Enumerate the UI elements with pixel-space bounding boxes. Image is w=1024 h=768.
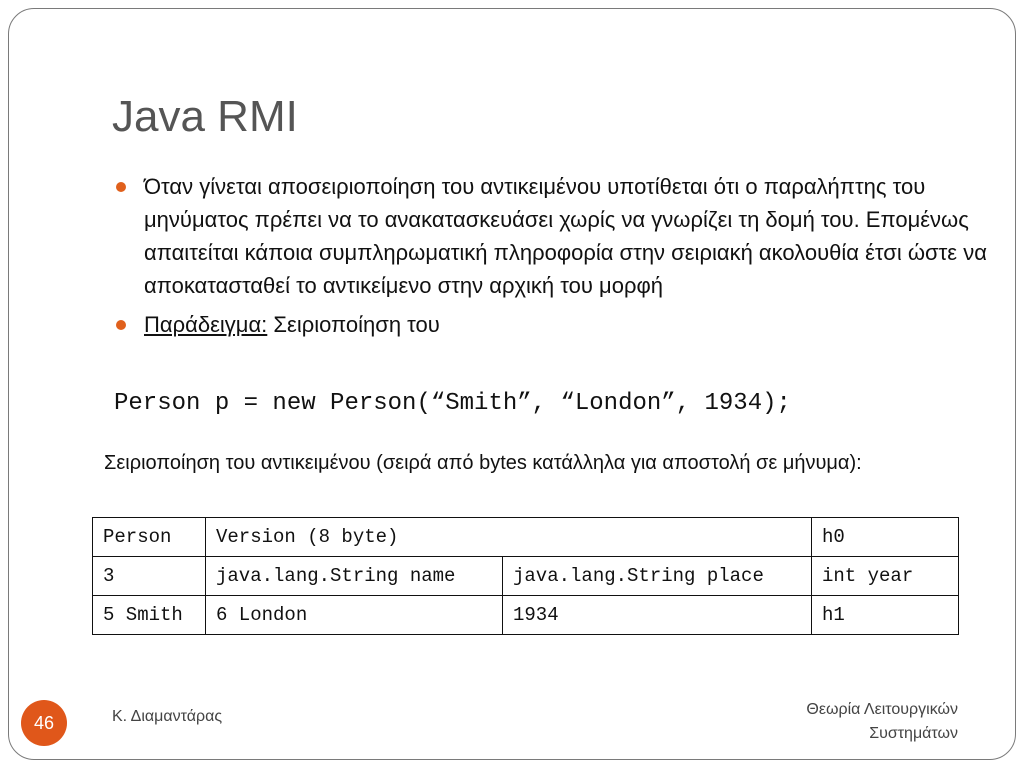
table-row bbox=[93, 596, 959, 635]
footer-course bbox=[806, 698, 958, 746]
page-number-badge: 46 bbox=[21, 700, 67, 746]
table-cell: 6 London bbox=[206, 596, 503, 635]
table-cell: int year bbox=[812, 557, 959, 596]
bullet-list bbox=[110, 170, 990, 347]
table-cell: 1934 bbox=[503, 596, 812, 635]
table-cell: Person bbox=[93, 518, 206, 557]
table-row bbox=[93, 557, 959, 596]
example-label: Παράδειγμα: bbox=[144, 312, 268, 337]
table-cell: java.lang.String place bbox=[503, 557, 812, 596]
footer-course-line2: Συστημάτων bbox=[869, 725, 958, 742]
bullet-dot-icon bbox=[116, 182, 126, 192]
footer-author: Κ. Διαμαντάρας bbox=[112, 708, 223, 725]
bullet-item-1 bbox=[110, 170, 990, 302]
table-cell: h0 bbox=[812, 518, 959, 557]
table-cell: Version (8 byte) bbox=[206, 518, 812, 557]
table-cell: h1 bbox=[812, 596, 959, 635]
code-line: Person p = new Person(“Smith”, “London”, 1934); bbox=[114, 390, 791, 417]
slide-title: Java RMI bbox=[112, 92, 298, 141]
table-cell: 5 Smith bbox=[93, 596, 206, 635]
bullet-item-2 bbox=[110, 308, 990, 341]
bullet-text: Όταν γίνεται αποσειριοποίηση του αντικειμένου υποτίθεται ότι ο παραλήπτης του μηνύματος πρέπει να το ανακατασκευάσει χωρίς να γνωρίζει τη δομή του. Επομένως απαιτείται κάποια συμπληρωματική πληροφορία στην σειριακή ακολουθία έτσι ώστε να αποκατασταθεί το αντικείμενο στην αρχική του μορφή bbox=[144, 174, 987, 298]
table-cell: 3 bbox=[93, 557, 206, 596]
serialization-description: Σειριοποίηση του αντικειμένου (σειρά από bytes κατάλληλα για αποστολή σε μήνυμα): bbox=[104, 452, 862, 474]
table-row bbox=[93, 518, 959, 557]
table-cell: java.lang.String name bbox=[206, 557, 503, 596]
bullet-text: Σειριοποίηση του bbox=[267, 312, 440, 337]
footer-course-line1: Θεωρία Λειτουργικών bbox=[806, 701, 958, 718]
bullet-dot-icon bbox=[116, 320, 126, 330]
serialization-table bbox=[92, 517, 959, 635]
